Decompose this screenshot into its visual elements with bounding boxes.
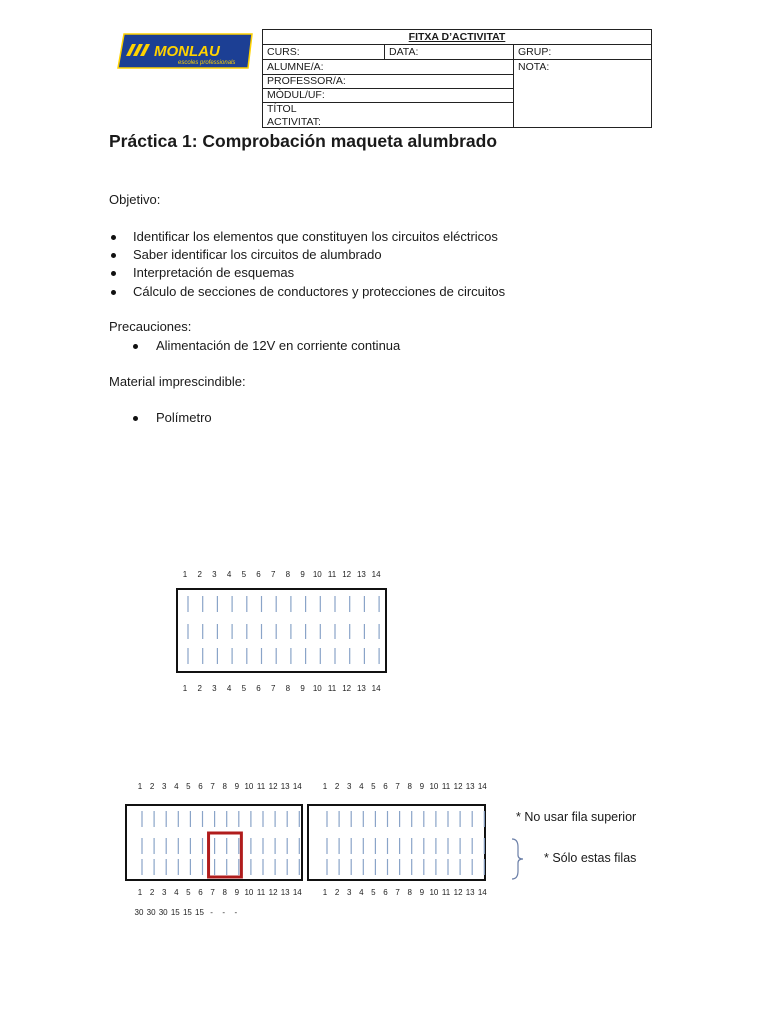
column-number: 1 <box>137 888 143 897</box>
column-number: 7 <box>270 570 276 579</box>
section-value: 15 <box>182 908 192 917</box>
column-number: 10 <box>244 782 254 791</box>
note-top-row: * No usar fila superior <box>516 810 637 824</box>
section-value: - <box>234 908 238 917</box>
column-number: 12 <box>268 782 278 791</box>
column-number: 4 <box>359 782 364 791</box>
column-number: 11 <box>441 782 451 791</box>
column-number: 1 <box>182 684 188 693</box>
board-diagram-single <box>170 562 400 697</box>
bullet-icon <box>111 290 116 295</box>
column-number: 5 <box>186 888 191 897</box>
column-number: 12 <box>453 888 463 897</box>
column-number: 3 <box>161 888 167 897</box>
objetivo-label: Objetivo: <box>109 192 161 207</box>
activity-header-table <box>262 29 652 128</box>
column-number: 10 <box>429 888 439 897</box>
column-number: 11 <box>327 684 337 693</box>
column-number: 8 <box>407 782 412 791</box>
column-number: 13 <box>356 684 366 693</box>
column-number: 3 <box>346 888 352 897</box>
column-number: 12 <box>342 684 352 693</box>
column-number: 9 <box>300 684 305 693</box>
column-number: 3 <box>346 782 352 791</box>
note-rows: * Sólo estas filas <box>544 851 637 865</box>
column-number: 6 <box>256 570 261 579</box>
column-number: 12 <box>268 888 278 897</box>
data-label: DATA: <box>389 46 419 58</box>
column-number: 1 <box>137 782 143 791</box>
column-number: 2 <box>197 684 202 693</box>
material-label: Material imprescindible: <box>109 374 246 389</box>
bullet-icon <box>133 344 138 349</box>
header-title: FITXA D’ACTIVITAT <box>408 31 506 43</box>
objetivo-text: Identificar los elementos que constituyen los circuitos eléctricos <box>133 229 498 244</box>
column-number: 11 <box>256 888 266 897</box>
board-diagram-double <box>120 775 660 925</box>
column-number: 5 <box>241 684 247 693</box>
objetivo-text: Saber identificar los circuitos de alumbrado <box>133 247 382 262</box>
objetivo-text: Cálculo de secciones de conductores y protecciones de circuitos <box>133 284 506 299</box>
section-value: 30 <box>146 908 156 917</box>
column-number: 1 <box>182 570 188 579</box>
column-number: 2 <box>334 888 340 897</box>
column-number: 7 <box>395 782 400 791</box>
column-number: 11 <box>327 570 337 579</box>
column-number: 8 <box>222 888 227 897</box>
page-title: Práctica 1: Comprobación maqueta alumbrado <box>109 131 498 151</box>
column-number: 7 <box>210 888 215 897</box>
column-number: 9 <box>234 782 240 791</box>
column-number: 13 <box>280 782 290 791</box>
grup-label: GRUP: <box>518 46 552 58</box>
bullet-icon <box>111 271 116 276</box>
column-number: 5 <box>371 888 376 897</box>
column-number: 5 <box>371 782 376 791</box>
section-value: 30 <box>158 908 168 917</box>
column-number: 4 <box>174 888 179 897</box>
section-value: 15 <box>170 908 180 917</box>
section-value: - <box>222 908 226 917</box>
bullet-icon <box>111 235 116 240</box>
column-number: 7 <box>270 684 276 693</box>
column-number: 2 <box>149 888 155 897</box>
column-number: 9 <box>419 782 425 791</box>
column-number: 14 <box>477 782 487 791</box>
column-number: 13 <box>465 782 475 791</box>
monlau-logo <box>116 32 254 70</box>
column-number: 10 <box>244 888 254 897</box>
column-number: 1 <box>322 888 328 897</box>
column-number: 8 <box>285 570 291 579</box>
column-number: 8 <box>222 782 227 791</box>
modul-label: MÒDUL/UF: <box>267 89 325 101</box>
column-number: 7 <box>210 782 215 791</box>
column-number: 12 <box>342 570 352 579</box>
highlight-box <box>209 833 242 877</box>
column-number: 6 <box>198 888 203 897</box>
column-number: 9 <box>419 888 425 897</box>
column-number: 1 <box>322 782 328 791</box>
column-number: 3 <box>212 684 217 693</box>
board-panel <box>308 805 485 880</box>
section-value: 15 <box>195 908 204 917</box>
bullet-icon <box>111 253 116 258</box>
column-number: 2 <box>334 782 340 791</box>
column-number: 3 <box>212 570 217 579</box>
activitat-label: ACTIVITAT: <box>267 116 321 128</box>
precaucion-text: Alimentación de 12V en corriente continua <box>156 338 401 353</box>
column-number: 4 <box>226 684 232 693</box>
column-number: 13 <box>280 888 290 897</box>
titol-label: TÍTOL <box>267 103 297 115</box>
column-number: 14 <box>477 888 487 897</box>
column-number: 6 <box>198 782 203 791</box>
column-number: 2 <box>149 782 155 791</box>
column-number: 3 <box>161 782 167 791</box>
column-number: 6 <box>383 888 388 897</box>
column-number: 9 <box>300 570 305 579</box>
logo-brand: MONLAU <box>154 43 220 60</box>
column-number: 4 <box>226 570 232 579</box>
nota-label: NOTA: <box>518 61 550 73</box>
column-number: 8 <box>285 684 291 693</box>
column-number: 11 <box>441 888 451 897</box>
column-number: 12 <box>453 782 463 791</box>
column-number: 13 <box>465 888 475 897</box>
column-number: 7 <box>395 888 400 897</box>
curs-label: CURS: <box>267 46 300 58</box>
material-text: Polímetro <box>156 410 212 425</box>
column-number: 10 <box>312 570 322 579</box>
column-number: 13 <box>356 570 366 579</box>
objetivo-text: Interpretación de esquemas <box>133 265 295 280</box>
column-number: 2 <box>197 570 202 579</box>
precauciones-label: Precauciones: <box>109 319 192 334</box>
logo-tagline: escoles professionals <box>178 60 236 66</box>
column-number: 5 <box>241 570 247 579</box>
alumne-label: ALUMNE/A: <box>267 61 324 73</box>
bullet-icon <box>133 416 138 421</box>
column-number: 6 <box>383 782 388 791</box>
brace-icon <box>512 839 523 879</box>
column-number: 11 <box>256 782 266 791</box>
column-number: 14 <box>371 570 381 579</box>
column-number: 6 <box>256 684 261 693</box>
column-number: 4 <box>359 888 364 897</box>
column-number: 8 <box>407 888 412 897</box>
column-number: 10 <box>429 782 439 791</box>
column-number: 9 <box>234 888 240 897</box>
section-value: - <box>210 908 213 917</box>
column-number: 5 <box>186 782 191 791</box>
column-number: 14 <box>292 782 302 791</box>
board-panel <box>177 589 386 672</box>
column-number: 14 <box>292 888 302 897</box>
section-value: 30 <box>134 908 144 917</box>
column-number: 10 <box>312 684 322 693</box>
column-number: 14 <box>371 684 381 693</box>
column-number: 4 <box>174 782 179 791</box>
professor-label: PROFESSOR/A: <box>267 75 346 87</box>
